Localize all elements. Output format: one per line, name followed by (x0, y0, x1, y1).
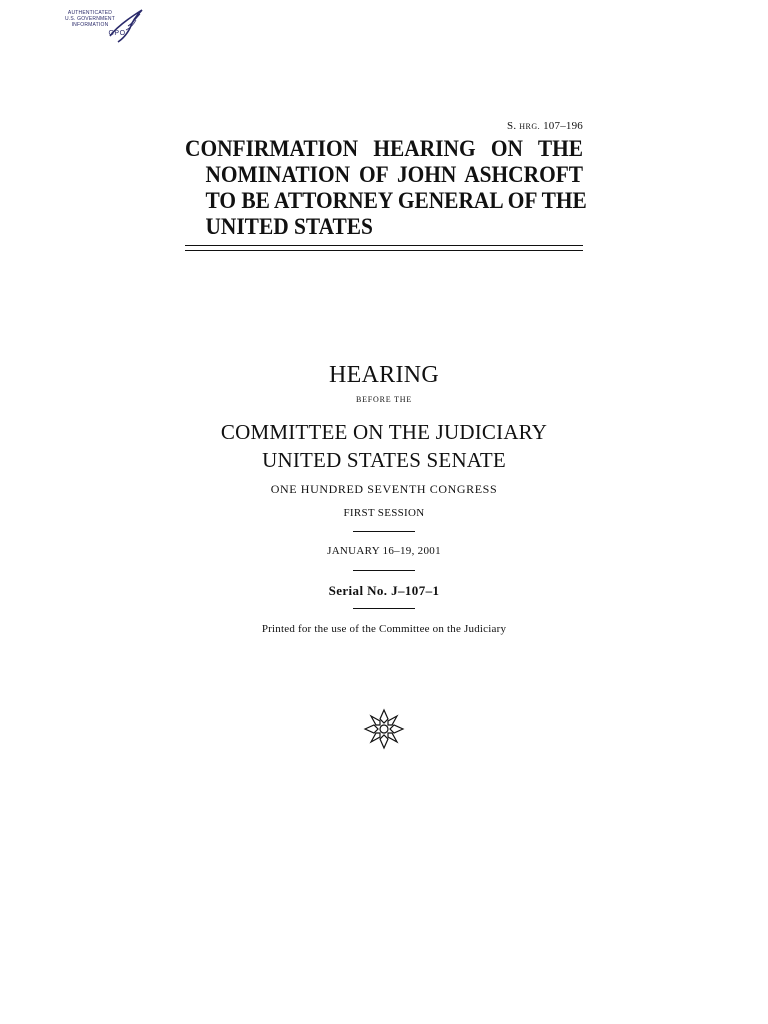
before-the-label: BEFORE THE (355, 395, 413, 404)
logo-gpo-mark: GPO (108, 30, 126, 37)
printed-for-note: Printed for the use of the Committee on the Judiciary (261, 623, 507, 635)
hearing-dates: JANUARY 16–19, 2001 (327, 545, 441, 557)
logo-line-authenticated: AUTHENTICATED (67, 10, 113, 16)
hearing-number-value: 107–196 (543, 120, 583, 132)
congress-label: ONE HUNDRED SEVENTH CONGRESS (270, 482, 498, 496)
gpo-authenticated-logo (62, 6, 146, 46)
title-line-1: CONFIRMATION HEARING ON THE (185, 136, 584, 161)
gpo-eagle-icon (106, 6, 146, 46)
hearing-number-prefix: S. (507, 120, 517, 132)
divider-rule (353, 531, 415, 532)
divider-rule (353, 608, 415, 609)
logo-line-information: INFORMATION (71, 22, 109, 28)
hearing-heading: HEARING (328, 362, 440, 388)
senate-name: UNITED STATES SENATE (262, 448, 506, 472)
committee-name: COMMITTEE ON THE JUDICIARY (220, 420, 548, 444)
title-line-4: UNITED STATES (205, 214, 373, 239)
title-double-rule (185, 245, 583, 251)
logo-line-government: U.S. GOVERNMENT (65, 16, 115, 22)
title-line-3: TO BE ATTORNEY GENERAL OF THE (205, 188, 587, 213)
hearing-number (507, 120, 583, 132)
printer-ornament-icon (362, 707, 406, 751)
session-label: FIRST SESSION (343, 507, 425, 519)
serial-number: Serial No. J–107–1 (328, 583, 440, 598)
hearing-number-smallcaps: HRG. (519, 122, 541, 131)
document-title (185, 136, 587, 240)
divider-rule (353, 570, 415, 571)
title-line-2: NOMINATION OF JOHN ASHCROFT (205, 162, 584, 187)
